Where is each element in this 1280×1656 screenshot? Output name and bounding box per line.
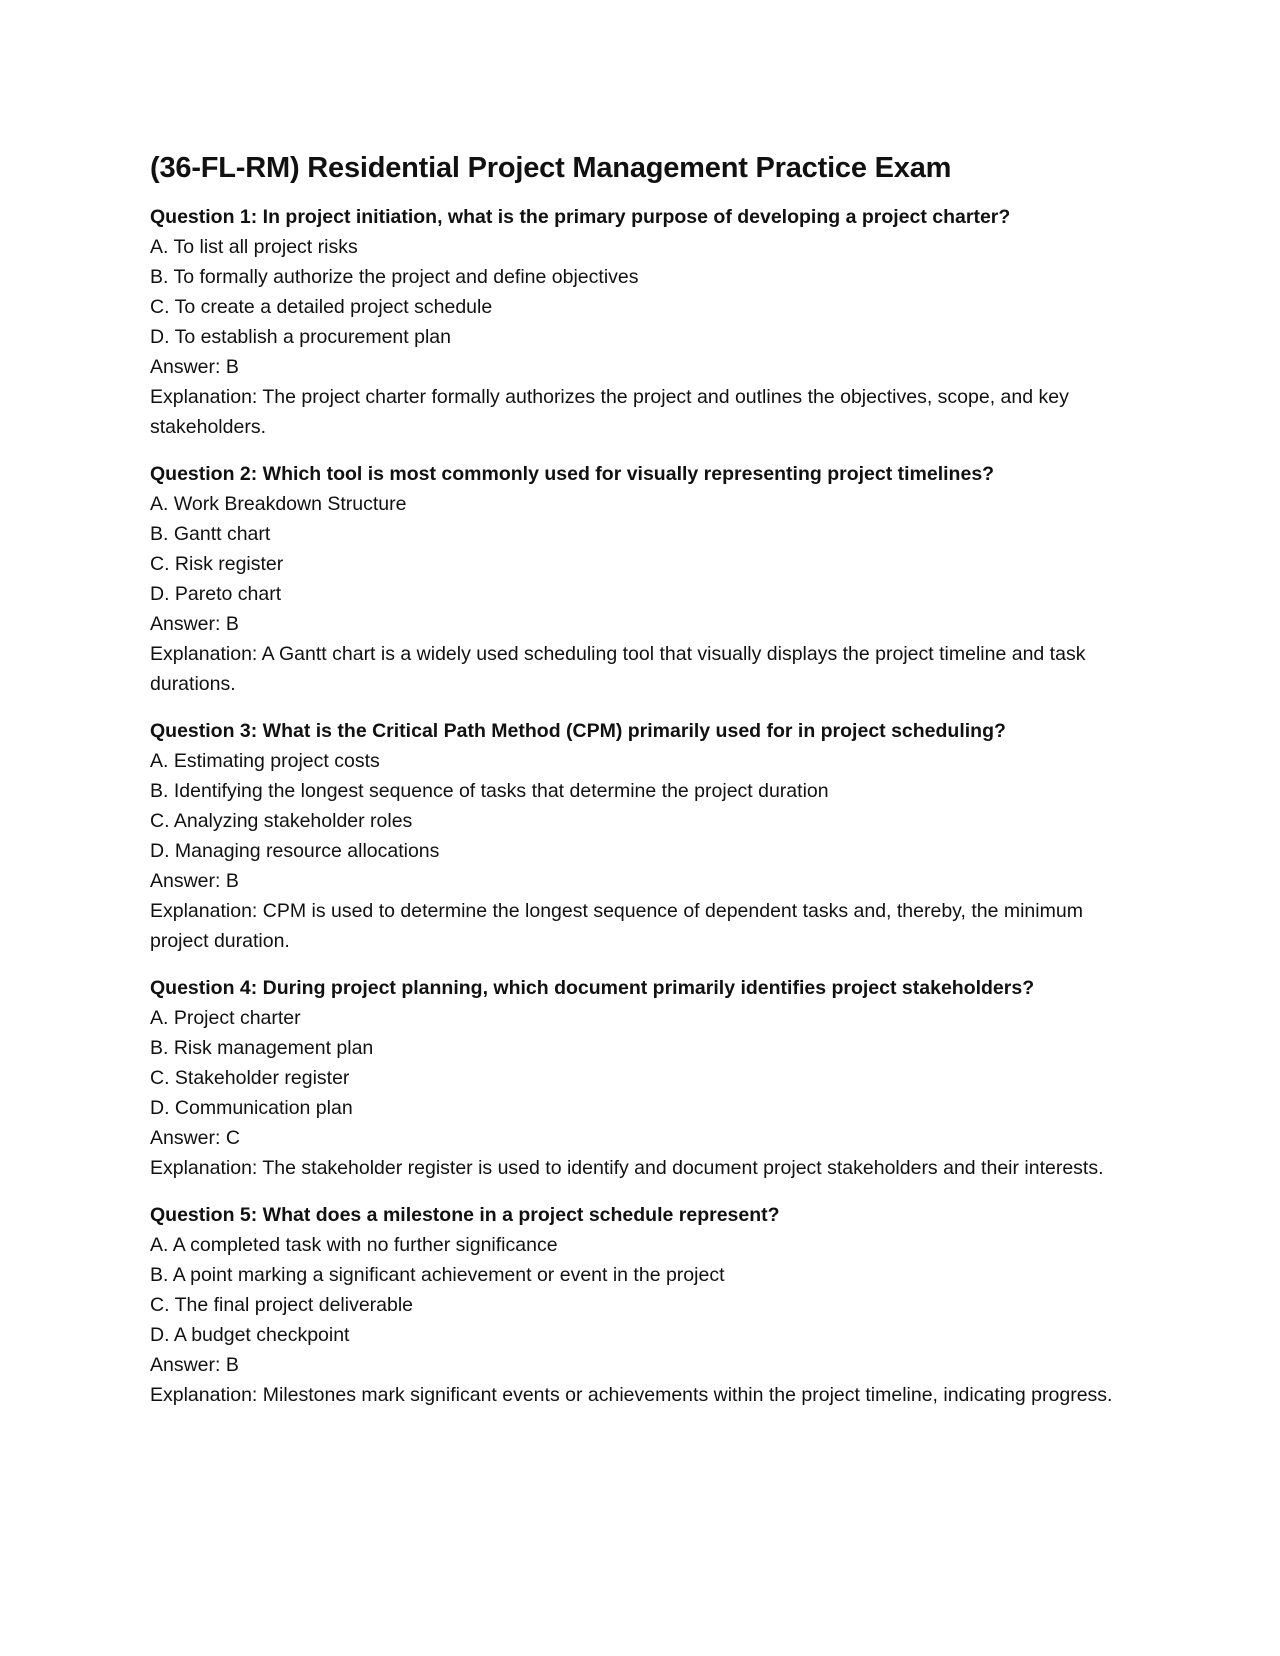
question-block-2 [150, 459, 1150, 699]
question-text: Question 5: What does a milestone in a project schedule represent? [150, 1204, 780, 1226]
option-b: B. To formally authorize the project and define objectives [150, 266, 639, 288]
option-d: D. A budget checkpoint [150, 1324, 350, 1346]
option-d: D. Pareto chart [150, 583, 282, 605]
question-block-3 [150, 716, 1150, 956]
explanation-text: Explanation: A Gantt chart is a widely used scheduling tool that visually displays the project timeline and task durations. [150, 643, 1086, 695]
explanation-text: Explanation: The project charter formally authorizes the project and outlines the objectives, scope, and key stakeholders. [150, 386, 1069, 438]
explanation-text: Explanation: CPM is used to determine the longest sequence of dependent tasks and, thereby, the minimum project duration. [150, 900, 1083, 952]
option-d: D. Managing resource allocations [150, 840, 440, 862]
option-a: A. To list all project risks [150, 236, 358, 258]
question-text: Question 2: Which tool is most commonly used for visually representing project timelines? [150, 463, 995, 485]
explanation-text: Explanation: Milestones mark significant events or achievements within the project timeline, indicating progress. [150, 1384, 1113, 1406]
option-a: A. Project charter [150, 1007, 301, 1029]
option-a: A. Work Breakdown Structure [150, 493, 407, 515]
explanation-text: Explanation: The stakeholder register is used to identify and document project stakeholders and their interests. [150, 1157, 1104, 1179]
answer-line: Answer: B [150, 870, 239, 892]
question-text: Question 1: In project initiation, what is the primary purpose of developing a project charter? [150, 206, 1011, 228]
option-c: C. To create a detailed project schedule [150, 296, 493, 318]
option-c: C. Stakeholder register [150, 1067, 350, 1089]
option-b: B. A point marking a significant achievement or event in the project [150, 1264, 725, 1286]
answer-line: Answer: C [150, 1127, 240, 1149]
answer-line: Answer: B [150, 356, 239, 378]
option-b: B. Gantt chart [150, 523, 271, 545]
option-b: B. Risk management plan [150, 1037, 374, 1059]
option-b: B. Identifying the longest sequence of tasks that determine the project duration [150, 780, 829, 802]
question-block-4 [150, 973, 1150, 1183]
option-c: C. Risk register [150, 553, 284, 575]
question-block-1 [150, 202, 1150, 442]
option-d: D. To establish a procurement plan [150, 326, 451, 348]
option-a: A. A completed task with no further significance [150, 1234, 558, 1256]
option-c: C. Analyzing stakeholder roles [150, 810, 413, 832]
question-block-5 [150, 1200, 1150, 1410]
option-c: C. The final project deliverable [150, 1294, 414, 1316]
answer-line: Answer: B [150, 1354, 239, 1376]
document-title: (36-FL-RM) Residential Project Management Practice Exam [150, 152, 952, 184]
option-d: D. Communication plan [150, 1097, 353, 1119]
answer-line: Answer: B [150, 613, 239, 635]
question-text: Question 4: During project planning, which document primarily identifies project stakeholders? [150, 977, 1035, 999]
question-text: Question 3: What is the Critical Path Method (CPM) primarily used for in project scheduling? [150, 720, 1006, 742]
document-content [150, 150, 1150, 1427]
option-a: A. Estimating project costs [150, 750, 380, 772]
